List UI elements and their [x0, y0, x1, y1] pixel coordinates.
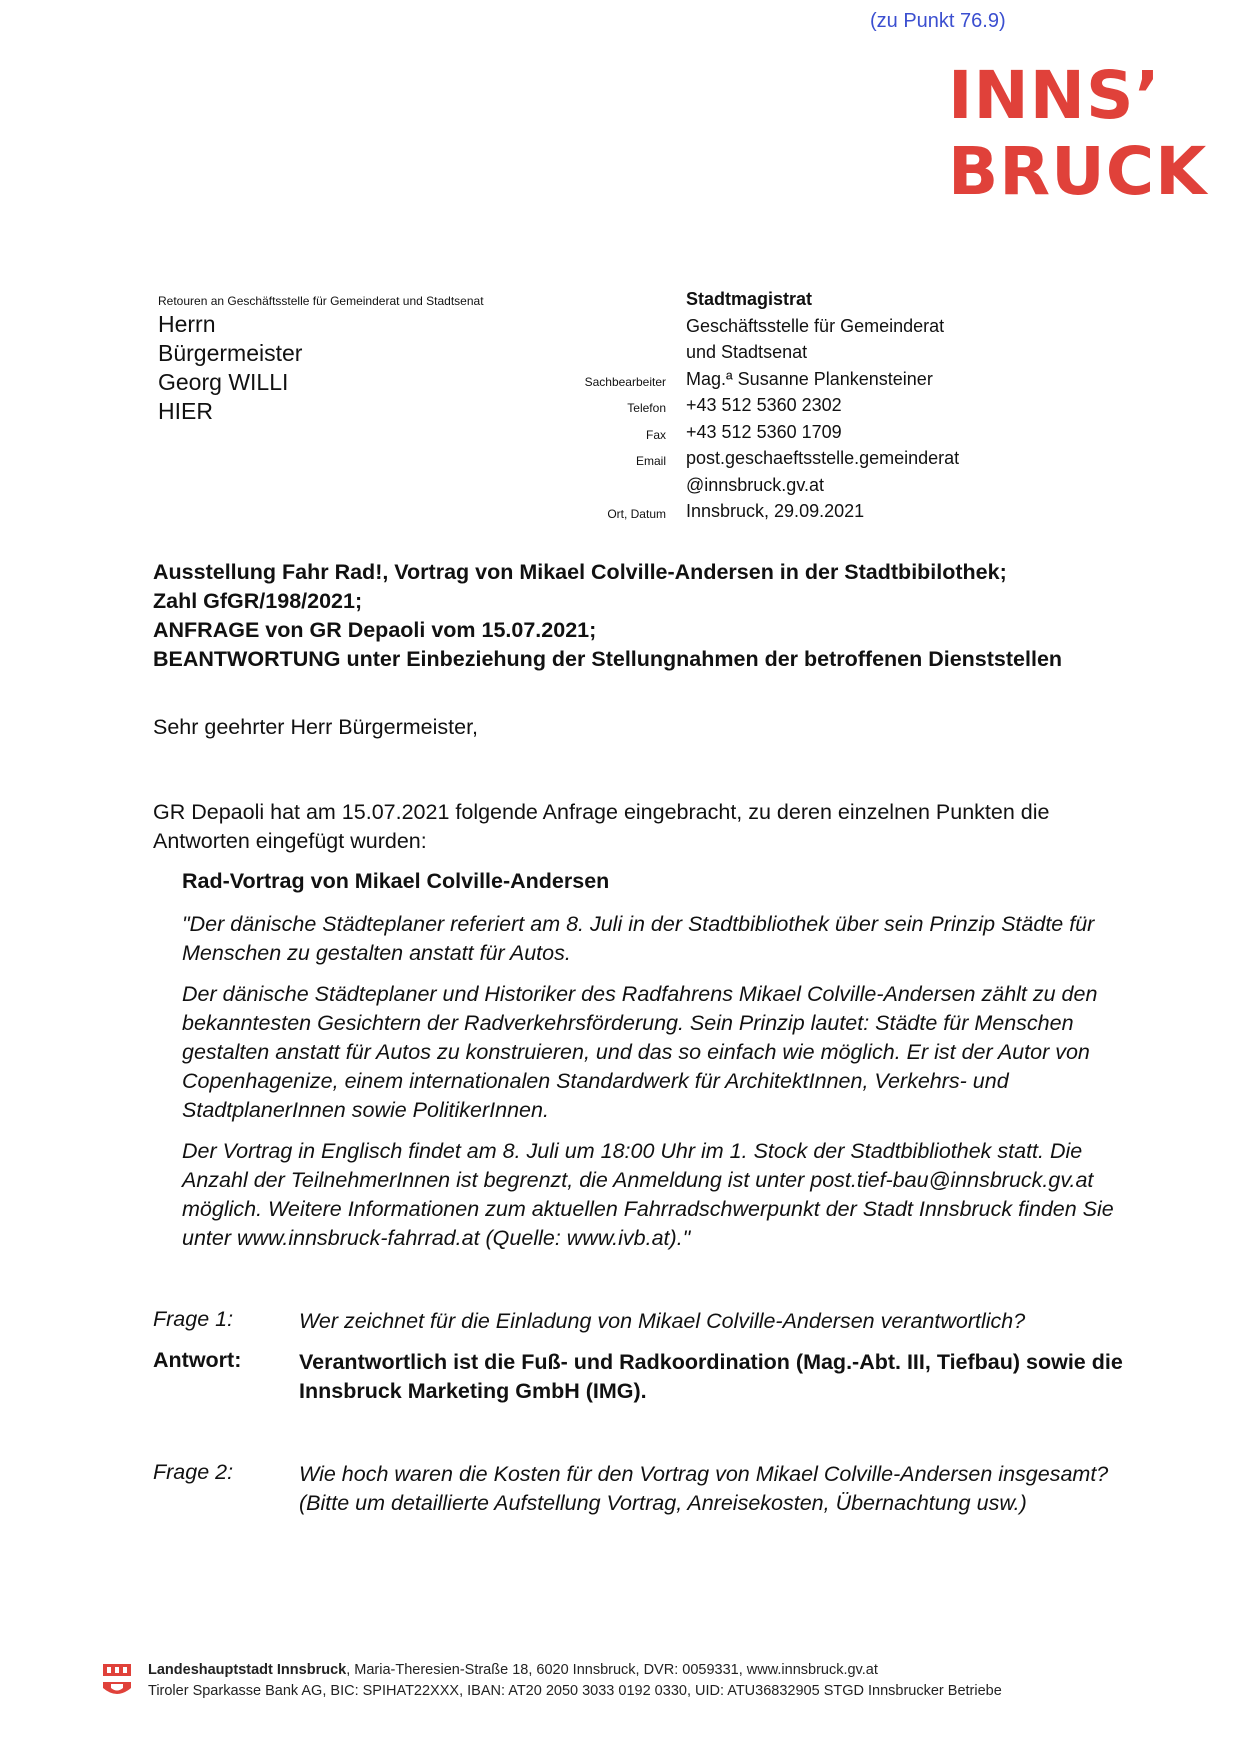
recipient-line: HIER [158, 398, 213, 424]
recipient-line: Herrn [158, 311, 216, 337]
reference-note: (zu Punkt 76.9) [870, 10, 1006, 32]
quote-paragraph: Der Vortrag in Englisch findet am 8. Juli um 18:00 Uhr im 1. Stock der Stadtbibliothek statt. Die Anzahl der TeilnehmerInnen ist begrenzt, die Anmeldung ist unter post.tief-bau@innsbruck.gv.at möglich. Weitere Informationen zum aktuellen Fahrradschwerpunkt der Stadt Innsbruck finden Sie unter www.innsbruck-fahrrad.at (Quelle: www.ivb.at)." [182, 1139, 1114, 1250]
footer-city-name: Landeshauptstadt Innsbruck [148, 1662, 347, 1678]
city-crest-icon [102, 1662, 132, 1700]
question-1-label: Frage 1: [153, 1307, 234, 1331]
quoted-text [182, 910, 1142, 1265]
subject-line: Zahl GfGR/198/2021; [153, 589, 363, 613]
answer-1-text: Verantwortlich ist die Fuß- und Radkoordination (Mag.-Abt. III, Tiefbau) sowie die Innsbruck Marketing GmbH (IMG). [299, 1350, 1123, 1403]
intro-paragraph: GR Depaoli hat am 15.07.2021 folgende Anfrage eingebracht, zu deren einzelnen Punkten die Antworten eingefügt wurden: [153, 800, 1050, 853]
fax-label: Fax [645, 427, 666, 442]
footer-address: , Maria-Theresien-Straße 18, 6020 Innsbruck, DVR: 0059331, www.innsbruck.gv.at [346, 1662, 878, 1678]
recipient-line: Bürgermeister [158, 340, 303, 366]
footer-bank-details: Tiroler Sparkasse Bank AG, BIC: SPIHAT22XXX, IBAN: AT20 2050 3033 0192 0330, UID: ATU36832905 STGD Innsbrucker Betriebe [148, 1683, 1002, 1699]
subject-line: ANFRAGE von GR Depaoli vom 15.07.2021; [153, 618, 597, 642]
phone-value: +43 512 5360 2302 [686, 395, 842, 415]
return-address-line: Retouren an Geschäftsstelle für Gemeinderat und Stadtsenat [158, 294, 484, 308]
place-date-label: Ort, Datum [607, 507, 666, 521]
place-date-value: Innsbruck, 29.09.2021 [686, 501, 865, 521]
subject-block [153, 558, 1153, 674]
question-1-text: Wer zeichnet für die Einladung von Mikael Colville-Andersen verantwortlich? [299, 1309, 1026, 1333]
quote-paragraph: "Der dänische Städteplaner referiert am 8. Juli in der Stadtbibliothek über sein Prinzip Städte für Menschen zu gestalten anstatt für Autos. [182, 912, 1095, 965]
fax-value: +43 512 5360 1709 [686, 421, 842, 442]
logo-line-2: BRUCK [948, 133, 1208, 210]
recipient-line: Georg WILLI [158, 369, 289, 395]
quote-paragraph: Der dänische Städteplaner und Historiker des Radfahrens Mikael Colville-Andersen zählt zu den bekanntesten Gesichtern der Radverkehrsförderung. Sein Prinzip lautet: Städte für Menschen gestalten anstatt für Autos zu konstruieren, und das so einfach wie möglich. Er ist der Autor von Copenhagenize, einem internationalen Standardwerk für ArchitektInnen, Verkehrs- und StadtplanerInnen sowie PolitikerInnen. [182, 982, 1098, 1122]
email-value: post.geschaeftsstelle.gemeinderat [686, 448, 960, 468]
clerk-value: Mag.ª Susanne Plankensteiner [686, 368, 933, 389]
sender-dept: Geschäftsstelle für Gemeinderat [686, 315, 945, 336]
greeting: Sehr geehrter Herr Bürgermeister, [153, 715, 479, 739]
logo-line-1: INNS’ [948, 57, 1161, 134]
sender-block [686, 286, 959, 525]
recipient-address [158, 310, 302, 426]
sender-org: Stadtmagistrat [686, 289, 813, 309]
subject-line: Ausstellung Fahr Rad!, Vortrag von Mikael Colville-Andersen in der Stadtbibilothek; [153, 560, 1007, 584]
question-2-label: Frage 2: [153, 1460, 234, 1484]
email-label: Email [635, 454, 666, 468]
quote-title: Rad-Vortrag von Mikael Colville-Andersen [182, 869, 610, 893]
sender-dept: und Stadtsenat [686, 342, 808, 362]
sender-labels [585, 286, 666, 525]
email-domain: @innsbruck.gv.at [686, 474, 824, 495]
phone-label: Telefon [627, 401, 666, 415]
innsbruck-logo [948, 58, 1207, 210]
clerk-label: Sachbearbeiter [584, 374, 666, 389]
question-2-text: Wie hoch waren die Kosten für den Vortrag von Mikael Colville-Andersen insgesamt? (Bitte um detaillierte Aufstellung Vortrag, Anreisekosten, Übernachtung usw.) [299, 1462, 1109, 1515]
answer-1-label: Antwort: [153, 1348, 242, 1372]
subject-line: BEANTWORTUNG unter Einbeziehung der Stellungnahmen der betroffenen Dienststellen [153, 647, 1063, 671]
